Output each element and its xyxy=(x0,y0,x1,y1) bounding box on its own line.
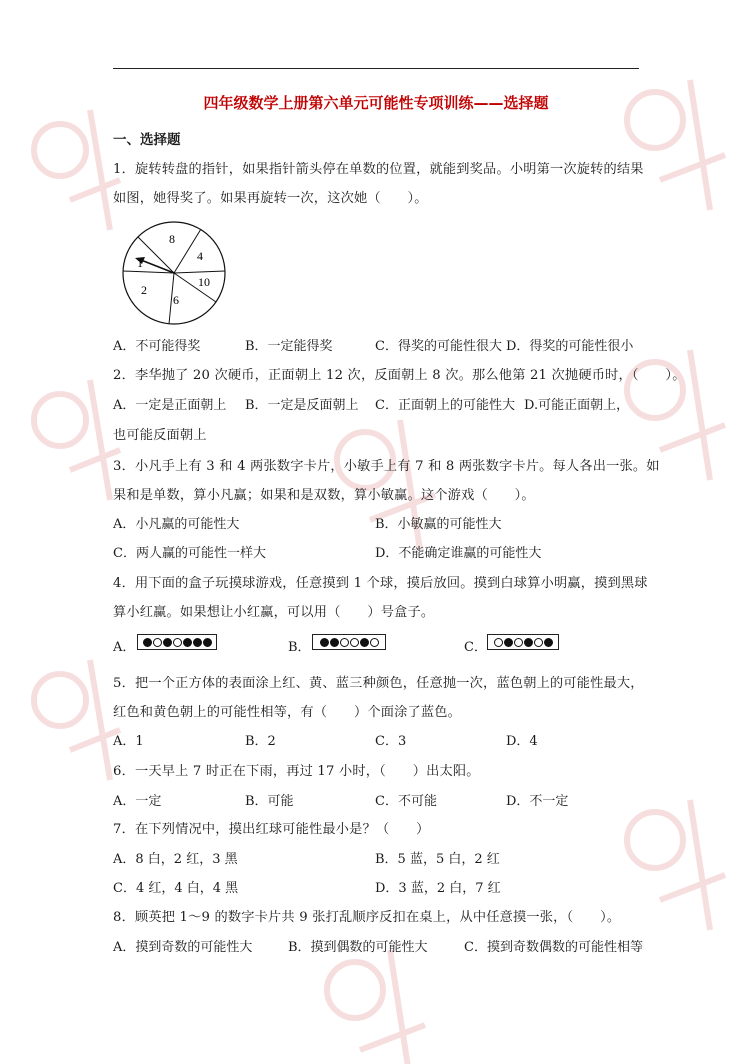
q5-option-d: D．4 xyxy=(506,734,538,749)
spinner-figure xyxy=(121,220,227,326)
q2-text-line1: 2．李华抛了 20 次硬币，正面朝上 12 次，反面朝上 8 次。那么他第 21 次抛硬币时，（ ）。 xyxy=(113,368,686,383)
q7-option-d: D．3 蓝，2 白，7 红 xyxy=(375,881,501,896)
q7-option-b: B．5 蓝，5 白，2 红 xyxy=(375,852,500,867)
watermark-logo-left-low xyxy=(10,640,130,810)
q2-option-a: A．一定是正面朝上 xyxy=(113,398,227,413)
q4-text-line1: 4．用下面的盒子玩摸球游戏，任意摸到 1 个球，摸后放回。摸到白球算小明赢，摸到黑球 xyxy=(113,576,648,591)
q2-option-b: B．一定是反面朝上 xyxy=(245,398,359,413)
q1-option-b: B．一定能得奖 xyxy=(245,339,333,354)
q5-option-b: B．2 xyxy=(245,734,276,749)
q7-text-line1: 7．在下列情况中，摸出红球可能性最小是？（ ） xyxy=(113,822,430,837)
ball-box-c xyxy=(487,634,559,650)
watermark-logo-right-low xyxy=(600,780,740,960)
q5-text-line1: 5．把一个正方体的表面涂上红、黄、蓝三种颜色，任意抛一次，蓝色朝上的可能性最大， xyxy=(113,676,644,691)
black-ball xyxy=(330,638,339,647)
spinner-number-6: 6 xyxy=(173,293,179,307)
q6-option-b: B．可能 xyxy=(245,794,294,809)
black-ball xyxy=(504,638,513,647)
q1-text-line1: 1．旋转转盘的指针，如果指针箭头停在单数的位置，就能到奖品。小明第一次旋转的结果 xyxy=(113,162,644,177)
section-heading: 一、选择题 xyxy=(113,132,181,148)
white-ball xyxy=(494,638,503,647)
q3-option-b: B．小敏赢的可能性大 xyxy=(375,517,502,532)
q7-option-a: A．8 白，2 红，3 黑 xyxy=(113,852,238,867)
q8-option-b: B．摸到偶数的可能性大 xyxy=(288,940,428,955)
q6-text-line1: 6．一天早上 7 时正在下雨，再过 17 小时，（ ）出太阳。 xyxy=(113,764,480,779)
q3-text-line2: 果和是单数，算小凡赢；如果和是双数，算小敏赢。这个游戏（ ）。 xyxy=(113,488,535,503)
black-ball xyxy=(360,638,369,647)
white-ball xyxy=(514,638,523,647)
spinner-number-1: 1 xyxy=(137,256,143,270)
white-ball xyxy=(534,638,543,647)
q3-text-line1: 3．小凡手上有 3 和 4 两张数字卡片，小敏手上有 7 和 8 两张数字卡片。每人各出一张。如 xyxy=(113,459,660,474)
black-ball xyxy=(193,638,202,647)
q5-text-line2: 红色和黄色朝上的可能性相等，有（ ）个面涂了蓝色。 xyxy=(113,705,462,720)
black-ball xyxy=(143,638,152,647)
white-ball xyxy=(340,638,349,647)
ball-box-a xyxy=(137,634,217,650)
q2-option-d-continued: 也可能反面朝上 xyxy=(113,428,207,443)
q1-option-c: C．得奖的可能性很大 xyxy=(375,339,502,354)
q6-option-c: C．不可能 xyxy=(375,794,437,809)
q6-option-d: D．不一定 xyxy=(506,794,569,809)
q4-option-c: C． xyxy=(464,640,487,655)
q4-text-line2: 算小红赢。如果想让小红赢，可以用（ ）号盒子。 xyxy=(113,605,435,620)
watermark-logo-left-mid xyxy=(10,360,130,530)
black-ball xyxy=(203,638,212,647)
spinner-number-4: 4 xyxy=(197,249,203,263)
watermark-logo-right-mid xyxy=(600,330,740,510)
spinner-number-2: 2 xyxy=(141,283,147,297)
q3-option-d: D．不能确定谁赢的可能性大 xyxy=(375,546,542,561)
q1-option-d: D．得奖的可能性很小 xyxy=(506,339,634,354)
spinner-number-8: 8 xyxy=(169,232,175,246)
black-ball xyxy=(544,638,553,647)
page-title: 四年级数学上册第六单元可能性专项训练——选择题 xyxy=(203,94,549,112)
q2-option-d: D.可能正面朝上， xyxy=(524,398,630,413)
black-ball xyxy=(524,638,533,647)
ball-box-b xyxy=(312,634,386,650)
q4-option-b: B． xyxy=(288,640,311,655)
white-ball xyxy=(370,638,379,647)
q3-option-c: C．两人赢的可能性一样大 xyxy=(113,546,266,561)
header-rule xyxy=(113,68,639,69)
q8-option-c: C．摸到奇数偶数的可能性相等 xyxy=(464,940,643,955)
spinner-number-10: 10 xyxy=(198,275,210,289)
white-ball xyxy=(350,638,359,647)
watermark-logo-left-top xyxy=(10,90,130,260)
white-ball xyxy=(153,638,162,647)
q3-option-a: A．小凡赢的可能性大 xyxy=(113,517,240,532)
black-ball xyxy=(320,638,329,647)
q5-option-a: A．1 xyxy=(113,734,144,749)
q2-option-c: C．正面朝上的可能性大 xyxy=(375,398,515,413)
q4-option-a: A． xyxy=(113,640,136,655)
watermark-logo-right-top xyxy=(600,60,740,240)
q6-option-a: A．一定 xyxy=(113,794,162,809)
white-ball xyxy=(173,638,182,647)
black-ball xyxy=(163,638,172,647)
q8-text-line1: 8．顾英把 1～9 的数字卡片共 9 张打乱顺序反扣在桌上，从中任意摸一张，（ ）。 xyxy=(113,910,621,925)
black-ball xyxy=(183,638,192,647)
q1-text-line2: 如图，她得奖了。如果再旋转一次，这次她（ ）。 xyxy=(113,191,428,206)
q5-option-c: C．3 xyxy=(375,734,407,749)
q8-option-a: A．摸到奇数的可能性大 xyxy=(113,940,253,955)
q7-option-c: C．4 红，4 白，4 黑 xyxy=(113,881,239,896)
q1-option-a: A．不可能得奖 xyxy=(113,339,201,354)
